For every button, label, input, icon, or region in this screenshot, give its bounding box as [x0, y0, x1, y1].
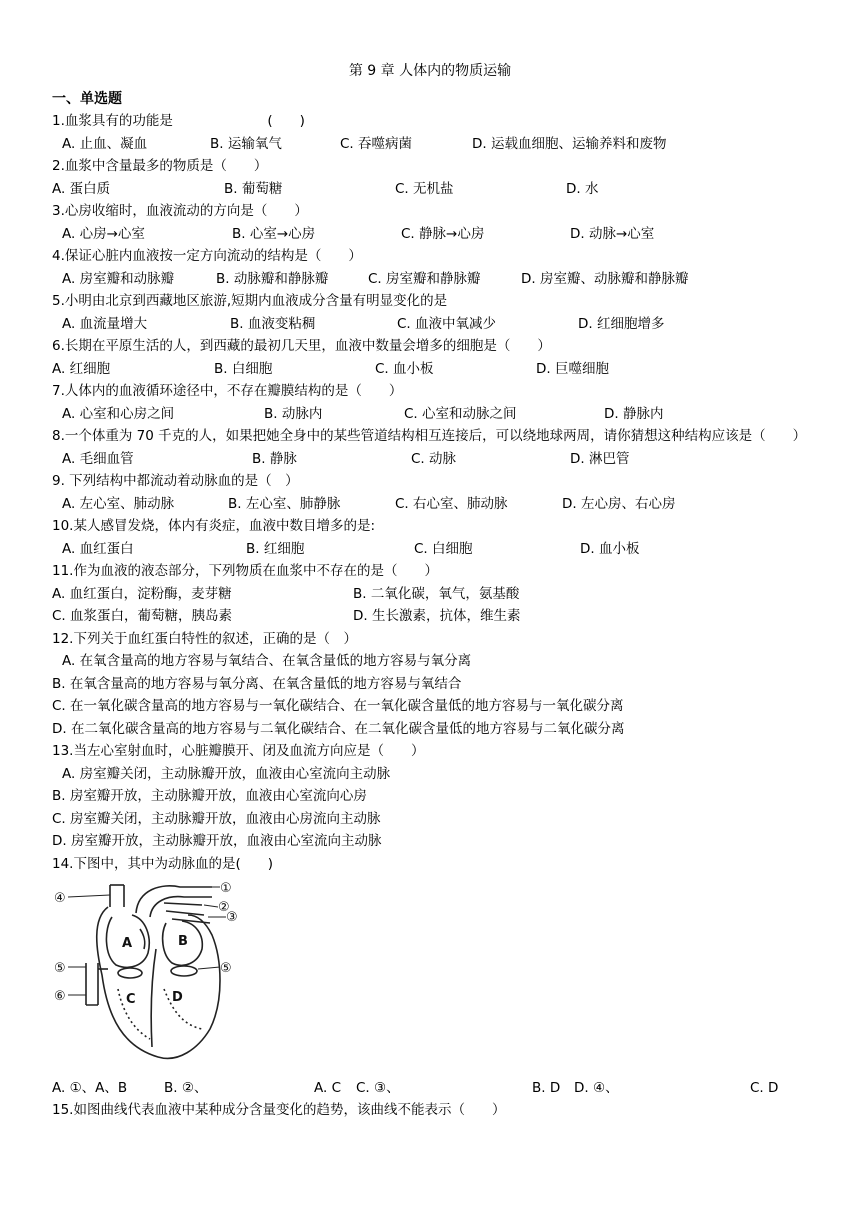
options-9 [52, 493, 822, 516]
option-c: C. 吞噬病菌 [340, 135, 413, 152]
question-3: 3.心房收缩时，血液流动的方向是（ ） [52, 203, 308, 219]
label-D: D [172, 990, 183, 1005]
option-c-tail: B. D [532, 1080, 561, 1096]
option-a: A. 红细胞 [52, 360, 111, 377]
options-7 [52, 403, 822, 426]
option-b: B. 动脉内 [264, 405, 323, 422]
label-C: C [126, 992, 136, 1007]
option-d: D. 动脉→心室 [570, 225, 655, 242]
option-b: B. 左心室、肺静脉 [228, 495, 341, 512]
option-a: A. 血流量增大 [62, 315, 148, 332]
options-14 [52, 1077, 822, 1099]
question-12: 12.下列关于血红蛋白特性的叙述，正确的是（ ） [52, 630, 357, 647]
heart-diagram-svg [52, 879, 252, 1069]
section-heading: 一、单选题 [52, 91, 122, 107]
option-c: C. 在一氧化碳含量高的地方容易与一氧化碳结合、在一氧化碳含量低的地方容易与一氧化碳分离 [52, 698, 624, 714]
option-b-tail: A. C [314, 1080, 342, 1096]
label-5-right: ⑤ [220, 961, 232, 976]
option-b: B. 房室瓣开放，主动脉瓣开放，血液由心室流向心房 [52, 788, 367, 804]
question-5: 5.小明由北京到西藏地区旅游,短期内血液成分含量有明显变化的是 [52, 293, 448, 309]
option-a: A. 血红蛋白，淀粉酶，麦芽糖 [52, 585, 232, 602]
options-5 [52, 313, 822, 336]
options-2 [52, 178, 822, 201]
option-d: D. 房室瓣开放，主动脉瓣开放，血液由心室流向主动脉 [52, 833, 382, 849]
label-6: ⑥ [54, 989, 66, 1004]
option-d: D. 水 [566, 180, 599, 197]
option-a: A. 心室和心房之间 [62, 405, 175, 422]
label-B: B [178, 934, 188, 949]
question-6: 6.长期在平原生活的人，到西藏的最初几天里，血液中数量会增多的细胞是（ ） [52, 338, 551, 354]
option-d: D. 静脉内 [604, 405, 664, 422]
option-c: C. 心室和动脉之间 [404, 405, 517, 422]
option-d: D. 左心房、右心房 [562, 495, 676, 512]
option-a: A. 左心室、肺动脉 [62, 495, 175, 512]
label-2: ② [218, 900, 230, 915]
option-c: C. 右心室、肺动脉 [395, 495, 508, 512]
option-b: B. 白细胞 [214, 360, 273, 377]
option-d: D. 巨噬细胞 [536, 360, 609, 377]
options-11-row2 [52, 605, 822, 628]
page-title: 第 9 章 人体内的物质运输 [348, 63, 512, 79]
question-15: 15.如图曲线代表血液中某种成分含量变化的趋势，该曲线不能表示（ ） [52, 1102, 506, 1118]
option-d: D. 血小板 [580, 540, 640, 557]
label-4: ④ [54, 891, 66, 906]
option-c: C. 血浆蛋白，葡萄糖，胰岛素 [52, 608, 233, 624]
options-3 [52, 223, 822, 246]
option-b: B. 红细胞 [246, 540, 305, 557]
option-b: B. 二氧化碳，氧气，氨基酸 [353, 585, 520, 602]
option-c: C. 房室瓣关闭，主动脉瓣开放，血液由心房流向主动脉 [52, 810, 381, 827]
option-a: A. 心房→心室 [62, 225, 145, 242]
option-d: D. 在二氧化碳含量高的地方容易与二氧化碳结合、在二氧化碳含量低的地方容易与二氧化碳分离 [52, 720, 625, 737]
label-5-left: ⑤ [54, 961, 66, 976]
option-d: D. ④、 [574, 1080, 619, 1096]
option-a: A. 房室瓣关闭，主动脉瓣开放，血液由心室流向主动脉 [62, 765, 391, 782]
question-9: 9. 下列结构中都流动着动脉血的是（ ） [52, 473, 299, 489]
option-d: D. 生长激素，抗体，维生素 [353, 608, 521, 624]
option-b: B. 心室→心房 [232, 225, 316, 242]
options-4 [52, 268, 822, 291]
option-b: B. 葡萄糖 [224, 180, 283, 197]
option-a: A. 血红蛋白 [62, 540, 134, 557]
question-4: 4.保证心脏内血液按一定方向流动的结构是（ ） [52, 248, 362, 264]
question-list [52, 110, 822, 1122]
option-c: C. 动脉 [411, 450, 457, 467]
option-c: C. ③、 [356, 1080, 400, 1096]
question-10: 10.某人感冒发烧，体内有炎症，血液中数目增多的是: [52, 518, 376, 534]
option-c: C. 无机盐 [395, 180, 454, 197]
options-8 [52, 448, 822, 471]
option-a: A. 房室瓣和动脉瓣 [62, 270, 175, 287]
option-c: C. 白细胞 [414, 540, 473, 557]
option-a: A. 毛细血管 [62, 450, 134, 467]
option-b: B. 动脉瓣和静脉瓣 [216, 270, 329, 287]
option-a: A. 在氧含量高的地方容易与氧结合、在氧含量低的地方容易与氧分离 [62, 653, 472, 669]
options-10 [52, 538, 822, 561]
label-A: A [122, 936, 133, 951]
question-7: 7.人体内的血液循环途径中，不存在瓣膜结构的是（ ） [52, 383, 403, 399]
options-6 [52, 358, 822, 381]
option-a: A. 蛋白质 [52, 180, 111, 197]
option-d: D. 房室瓣、动脉瓣和静脉瓣 [521, 270, 689, 287]
option-b: B. 血液变粘稠 [230, 315, 316, 332]
options-11-row1 [52, 583, 822, 606]
option-b: B. 静脉 [252, 450, 297, 467]
option-b: B. 在氧含量高的地方容易与氧分离、在氧含量低的地方容易与氧结合 [52, 675, 462, 692]
option-d: D. 红细胞增多 [578, 315, 665, 332]
option-d: D. 淋巴管 [570, 450, 630, 467]
option-d: D. 运载血细胞、运输养料和废物 [472, 135, 667, 152]
question-14: 14.下图中，其中为动脉血的是( ) [52, 855, 274, 872]
option-d-tail: C. D [750, 1080, 779, 1096]
question-1: 1.血浆具有的功能是 ( ) [52, 113, 305, 129]
options-1 [52, 133, 822, 156]
option-c: C. 血液中氧减少 [397, 315, 497, 332]
option-b: B. 运输氧气 [210, 135, 282, 152]
heart-diagram [52, 879, 252, 1069]
option-c: C. 房室瓣和静脉瓣 [368, 270, 481, 287]
option-c: C. 静脉→心房 [401, 225, 485, 242]
question-13: 13.当左心室射血时，心脏瓣膜开、闭及血流方向应是（ ） [52, 743, 425, 759]
label-3: ③ [226, 910, 238, 925]
option-a: A. 止血、凝血 [62, 135, 148, 152]
question-2: 2.血浆中含量最多的物质是（ ） [52, 158, 268, 174]
option-c: C. 血小板 [375, 360, 434, 377]
label-1: ① [220, 881, 232, 896]
option-b: B. ②、 [164, 1080, 208, 1096]
question-8: 8.一个体重为 70 千克的人，如果把她全身中的某些管道结构相互连接后，可以绕地球两周，请你猜想这种结构应该是（ ） [52, 428, 807, 444]
question-11: 11.作为血液的液态部分，下列物质在血浆中不存在的是（ ） [52, 563, 438, 579]
option-a: A. ①、A、B [52, 1080, 128, 1096]
